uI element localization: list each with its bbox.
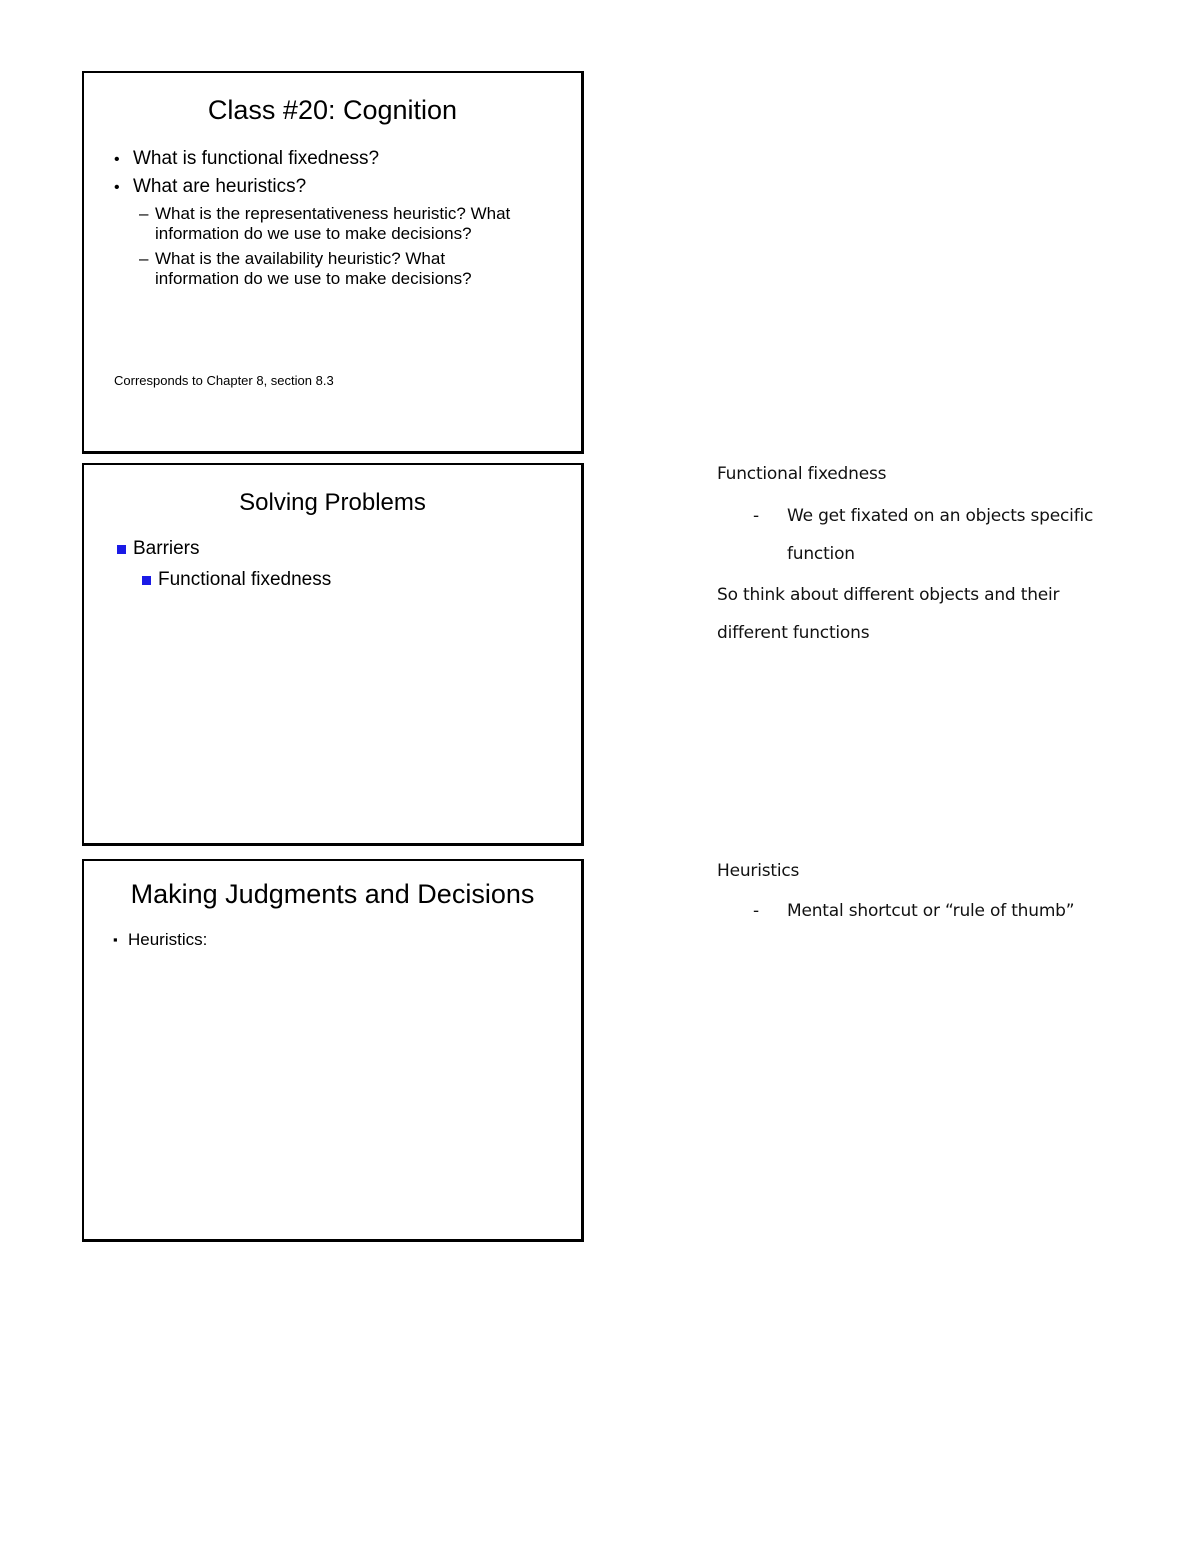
bullet-item: What are heuristics? (133, 176, 307, 197)
notes-item-line: We get fixated on an objects specific (787, 506, 1094, 526)
notes-paragraph-line: So think about different objects and their (717, 585, 1060, 605)
slide-class-20-cognition (82, 71, 584, 454)
notes-dash: - (753, 901, 760, 921)
sub-bullet-item: Functional fixedness (158, 569, 332, 590)
sub-bullet-line: information do we use to make decisions? (155, 224, 472, 243)
square-bullet-icon (117, 545, 126, 554)
sub-bullet-dash: – (139, 249, 149, 268)
slide-title: Solving Problems (239, 489, 426, 516)
sub-bullet-line: What is the availability heuristic? What (155, 249, 446, 268)
notes-item-line: Mental shortcut or “rule of thumb” (787, 901, 1075, 921)
slide-making-judgments (82, 859, 584, 1242)
notes-paragraph-line: different functions (717, 623, 870, 643)
notes-heading: Heuristics (717, 861, 800, 881)
notes-dash: - (753, 506, 760, 526)
bullet-dot: • (114, 179, 120, 196)
slide-title: Making Judgments and Decisions (130, 879, 535, 909)
bullet-dot: ▪ (113, 932, 118, 947)
slide-solving-problems (82, 463, 584, 846)
sub-bullet-line: What is the representativeness heuristic? What (155, 204, 511, 223)
bullet-dot: • (114, 151, 120, 168)
notes-heading: Functional fixedness (717, 464, 887, 484)
chapter-reference: Corresponds to Chapter 8, section 8.3 (114, 373, 334, 388)
sub-bullet-line: information do we use to make decisions? (155, 269, 472, 288)
square-bullet-icon (142, 576, 151, 585)
bullet-item: Barriers (133, 538, 200, 559)
notes-item-line: function (787, 544, 855, 564)
bullet-item: Heuristics: (128, 930, 208, 949)
bullet-item: What is functional fixedness? (133, 148, 380, 169)
slide-title: Class #20: Cognition (207, 95, 458, 125)
sub-bullet-dash: – (139, 204, 149, 223)
